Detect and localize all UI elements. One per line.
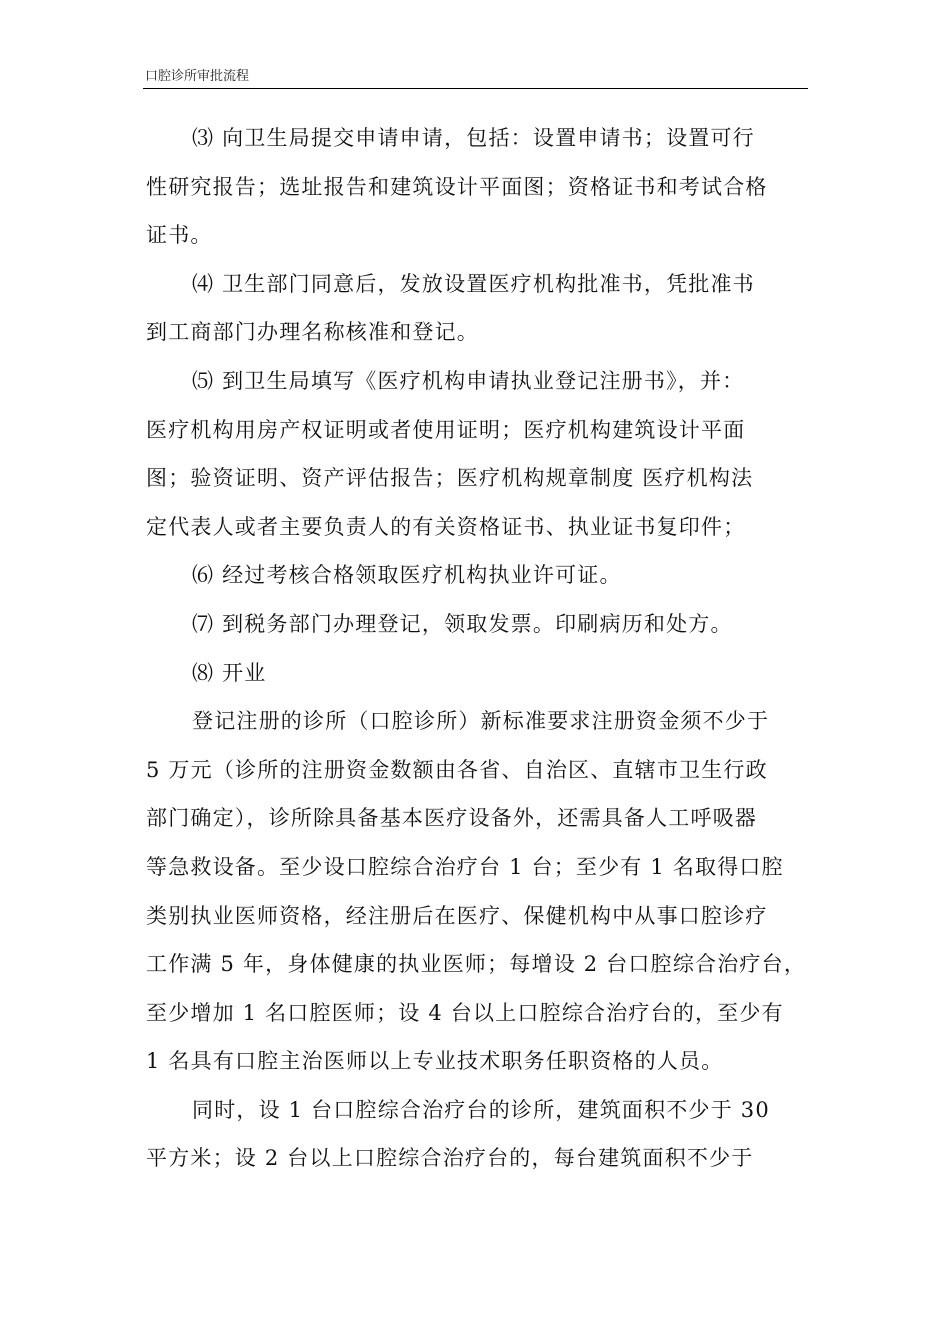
text-line: 类别执业医师资格，经注册后在医疗、保健机构中从事口腔诊疗: [146, 903, 768, 928]
text-line: ⑶ 向卫生局提交申请申请，包括：设置申请书；设置可行: [192, 126, 755, 150]
text-line: 等急救设备。至少设口腔综合治疗台 1 台；至少有 1 名取得口腔: [146, 854, 784, 879]
text-line: 5 万元（诊所的注册资金数额由各省、自治区、直辖市卫生行政: [146, 757, 768, 782]
header-title: 口腔诊所审批流程: [145, 69, 250, 84]
step-5-paragraph: [146, 357, 808, 551]
registration-requirements-paragraph: [146, 697, 808, 1086]
step-7-paragraph: [146, 600, 808, 649]
text-line: 图；验资证明、资产评估报告；医疗机构规章制度 医疗机构法: [146, 466, 754, 491]
text-line: 平方米；设 2 台以上口腔综合治疗台的，每台建筑面积不少于: [146, 1146, 754, 1171]
text-line: 1 名具有口腔主治医师以上专业技术职务任职资格的人员。: [146, 1049, 724, 1074]
text-line: ⑷ 卫生部门同意后，发放设置医疗机构批准书，凭批准书: [192, 271, 755, 296]
text-line: 部门确定），诊所除具备基本医疗设备外，还需具备人工呼吸器: [146, 806, 758, 831]
text-line: 医疗机构用房产权证明或者使用证明；医疗机构建筑设计平面: [146, 417, 746, 442]
text-line: 登记注册的诊所（口腔诊所）新标准要求注册资金须不少于: [192, 709, 770, 734]
text-line: ⑻ 开业: [192, 660, 267, 685]
text-line: 至少增加 1 名口腔医师；设 4 台以上口腔综合治疗台的，至少有: [146, 1000, 784, 1025]
step-6-paragraph: [146, 551, 808, 600]
text-line: ⑹ 经过考核合格领取医疗机构执业许可证。: [192, 563, 622, 588]
text-line: 定代表人或者主要负责人的有关资格证书、执业证书复印件；: [146, 514, 746, 539]
floor-area-paragraph: [146, 1086, 808, 1183]
text-line: ⑸ 到卫生局填写《医疗机构申请执业登记注册书》，并：: [192, 368, 745, 393]
step-8-paragraph: [146, 649, 808, 698]
text-line: ⑺ 到税务部门办理登记，领取发票。印刷病历和处方。: [192, 611, 733, 636]
text-line: 同时，设 1 台口腔综合治疗台的诊所，建筑面积不少于 30: [192, 1097, 770, 1122]
text-line: 到工商部门办理名称核准和登记。: [146, 320, 479, 345]
text-line: 证书。: [146, 223, 213, 248]
step-3-paragraph: [146, 114, 808, 260]
step-4-paragraph: [146, 260, 808, 357]
document-body: [146, 114, 808, 1183]
page-header: [143, 68, 808, 89]
text-line: 性研究报告；选址报告和建筑设计平面图；资格证书和考试合格: [146, 174, 768, 199]
text-line: 工作满 5 年，身体健康的执业医师；每增设 2 台口腔综合治疗台，: [146, 952, 807, 977]
